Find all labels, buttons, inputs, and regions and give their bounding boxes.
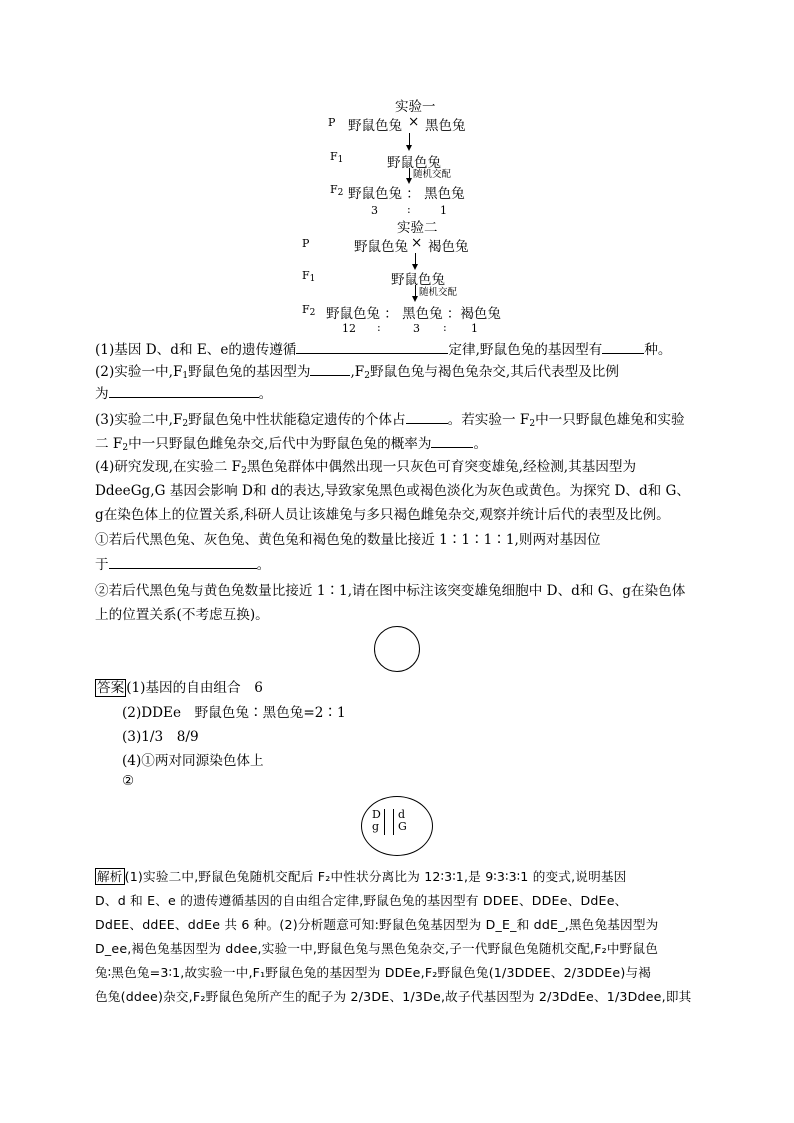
- exp2-title: 实验二: [397, 220, 438, 236]
- answer-line-2: (2)DDEe 野鼠色兔∶黑色兔=2∶1: [122, 705, 346, 721]
- answer-line-4: (4)①两对同源染色体上: [122, 753, 264, 769]
- q2-blank-ratio[interactable]: [109, 383, 259, 398]
- exp2-ratio-colon-2: :: [443, 321, 447, 334]
- analysis-line-2: D、d 和 E、e 的遗传遵循基因的自由组合定律,野鼠色兔的基因型有 DDEE、DDEe、DdEe、: [95, 893, 628, 908]
- exp2-p-right: 褐色兔: [428, 239, 469, 255]
- analysis-label: 解析: [97, 869, 123, 884]
- question-3-line-2: 二 $F_2$中一只野鼠色雌兔杂交,后代中为野鼠色兔的概率为 。: [95, 433, 487, 458]
- exp2-ratio-a: 12: [342, 322, 356, 335]
- exp1-arrow-1: [409, 133, 410, 149]
- question-4-line-1: (4)研究发现,在实验二 $F_2$黑色兔群体中偶然出现一只灰色可育突变雄兔,经检测,其基因型为: [95, 459, 637, 476]
- exp2-ratio-c: 1: [471, 322, 478, 335]
- exp2-arrow-1: [415, 253, 416, 268]
- exp1-ratio-colon: :: [407, 203, 411, 216]
- analysis-line-4: D_ee,褐色兔基因型为 ddee,实验一中,野鼠色兔与黑色兔杂交,子一代野鼠色兔随机交配,F₂中野鼠色: [95, 941, 659, 956]
- question-4-line-7: 上的位置关系(不考虑互换)。: [95, 607, 269, 623]
- exp1-arrow-2: [409, 168, 410, 182]
- question-4-line-5: 于 。: [95, 554, 270, 575]
- exp2-f1-value: 野鼠色兔: [391, 272, 445, 288]
- chromosome-right: [393, 809, 394, 835]
- exp1-cross: ×: [408, 114, 420, 130]
- q1-blank-law[interactable]: [296, 339, 448, 354]
- question-4-line-6: ②若后代黑色兔与黄色兔数量比接近 1∶1,请在图中标注该突变雄兔细胞中 D、d和 G、g在染色体: [95, 583, 686, 599]
- question-4-line-2: DdeeGg,G 基因会影响 D和 d的表达,导致家兔黑色或褐色淡化为灰色或黄色。为探究 D、d和 G、: [95, 483, 691, 499]
- exp1-ratio-b: 1: [440, 204, 447, 217]
- analysis-line-5: 兔∶黑色兔=3∶1,故实验一中,F₁野鼠色兔的基因型为 DDEe,F₂野鼠色兔(1/3DDEE、2/3DDEe)与褐: [95, 965, 652, 980]
- allele-D: D: [372, 808, 381, 821]
- q3-blank-stable[interactable]: [406, 409, 448, 424]
- answer-line-5: ②: [122, 773, 135, 789]
- exp1-title: 实验一: [395, 99, 436, 115]
- exp2-ratio-colon-1: :: [377, 321, 381, 334]
- q3-blank-probability[interactable]: [431, 433, 473, 448]
- exp2-f2-label: $F_2$: [302, 303, 316, 318]
- analysis-line-6: 色兔(ddee)杂交,F₂野鼠色兔所产生的配子为 2/3DE、1/3De,故子代基因型为 2/3DdEe、1/3Ddee,即其: [95, 989, 692, 1004]
- question-1: (1)基因 D、d和 E、e的遗传遵循 定律,野鼠色兔的基因型有 种。: [95, 339, 671, 360]
- answer-cell-circle: [361, 796, 433, 856]
- exp1-p-label: P: [328, 116, 336, 129]
- allele-g: g: [372, 820, 380, 833]
- answer-line-3: (3)1/3 8/9: [122, 729, 199, 745]
- empty-cell-circle[interactable]: [374, 626, 420, 672]
- exp1-p-right: 黑色兔: [425, 118, 466, 134]
- answer-line-1: 答案 (1)基因的自由组合 6: [97, 680, 263, 696]
- exp2-cross: ×: [411, 235, 423, 251]
- question-4-line-3: g在染色体上的位置关系,科研人员让该雄兔与多只褐色雌兔杂交,观察并统计后代的表型及比例。: [95, 507, 670, 523]
- exp2-ratio-b: 3: [413, 322, 420, 335]
- exp1-f2-label: $F_2$: [330, 183, 344, 198]
- exp1-p-left: 野鼠色兔: [348, 118, 402, 134]
- answer-label: 答案: [97, 680, 125, 696]
- exp1-ratio-a: 3: [371, 204, 378, 217]
- q2-blank-genotype[interactable]: [310, 361, 350, 376]
- exp2-f1-label: $F_1$: [302, 269, 316, 284]
- allele-d: d: [398, 808, 406, 821]
- analysis-line-1: 解析 (1)实验二中,野鼠色兔随机交配后 F₂中性状分离比为 12∶3∶1,是 9∶3∶3∶1 的变式,说明基因: [97, 869, 627, 884]
- question-3-line-1: (3)实验二中$,F_2$野鼠色兔中性状能稳定遗传的个体占 。若实验一 $F_2$中一只野鼠色雄兔和实验: [95, 409, 685, 434]
- exp1-f1-label: $F_1$: [330, 150, 344, 165]
- question-4-line-4: ①若后代黑色兔、灰色兔、黄色兔和褐色兔的数量比接近 1∶1∶1∶1,则两对基因位: [95, 532, 601, 548]
- chromosome-left: [384, 809, 385, 835]
- analysis-line-3: DdEE、ddEE、ddEe 共 6 种。(2)分析题意可知:野鼠色兔基因型为 D_E_和 ddE_,黑色兔基因型为: [95, 917, 659, 932]
- question-2-line-2: 为 。: [95, 383, 272, 404]
- allele-G: G: [398, 820, 407, 833]
- exp2-f2-value: 野鼠色兔 ： 黑色兔 ：褐色兔: [326, 306, 501, 322]
- chromosome-left-labels: [372, 809, 381, 833]
- chromosome-right-labels: [398, 809, 407, 833]
- exp1-f2-value: 野鼠色兔 ： 黑色兔: [348, 186, 465, 202]
- q1-blank-count[interactable]: [602, 339, 644, 354]
- question-2-line-1: (2)实验一中$,F_1$野鼠色兔的基因型为 $,F_2$野鼠色兔与褐色兔杂交,其后代表型及比例: [95, 361, 619, 386]
- exp2-p-left: 野鼠色兔: [354, 239, 408, 255]
- exp1-f1-value: 野鼠色兔: [387, 155, 441, 171]
- exp2-arrow-2: [415, 285, 416, 300]
- q4-blank-position[interactable]: [109, 554, 257, 569]
- exp1-random-mating-note: 随机交配: [413, 169, 452, 180]
- exp2-random-mating-note: 随机交配: [419, 287, 458, 298]
- exp2-p-label: P: [302, 237, 310, 250]
